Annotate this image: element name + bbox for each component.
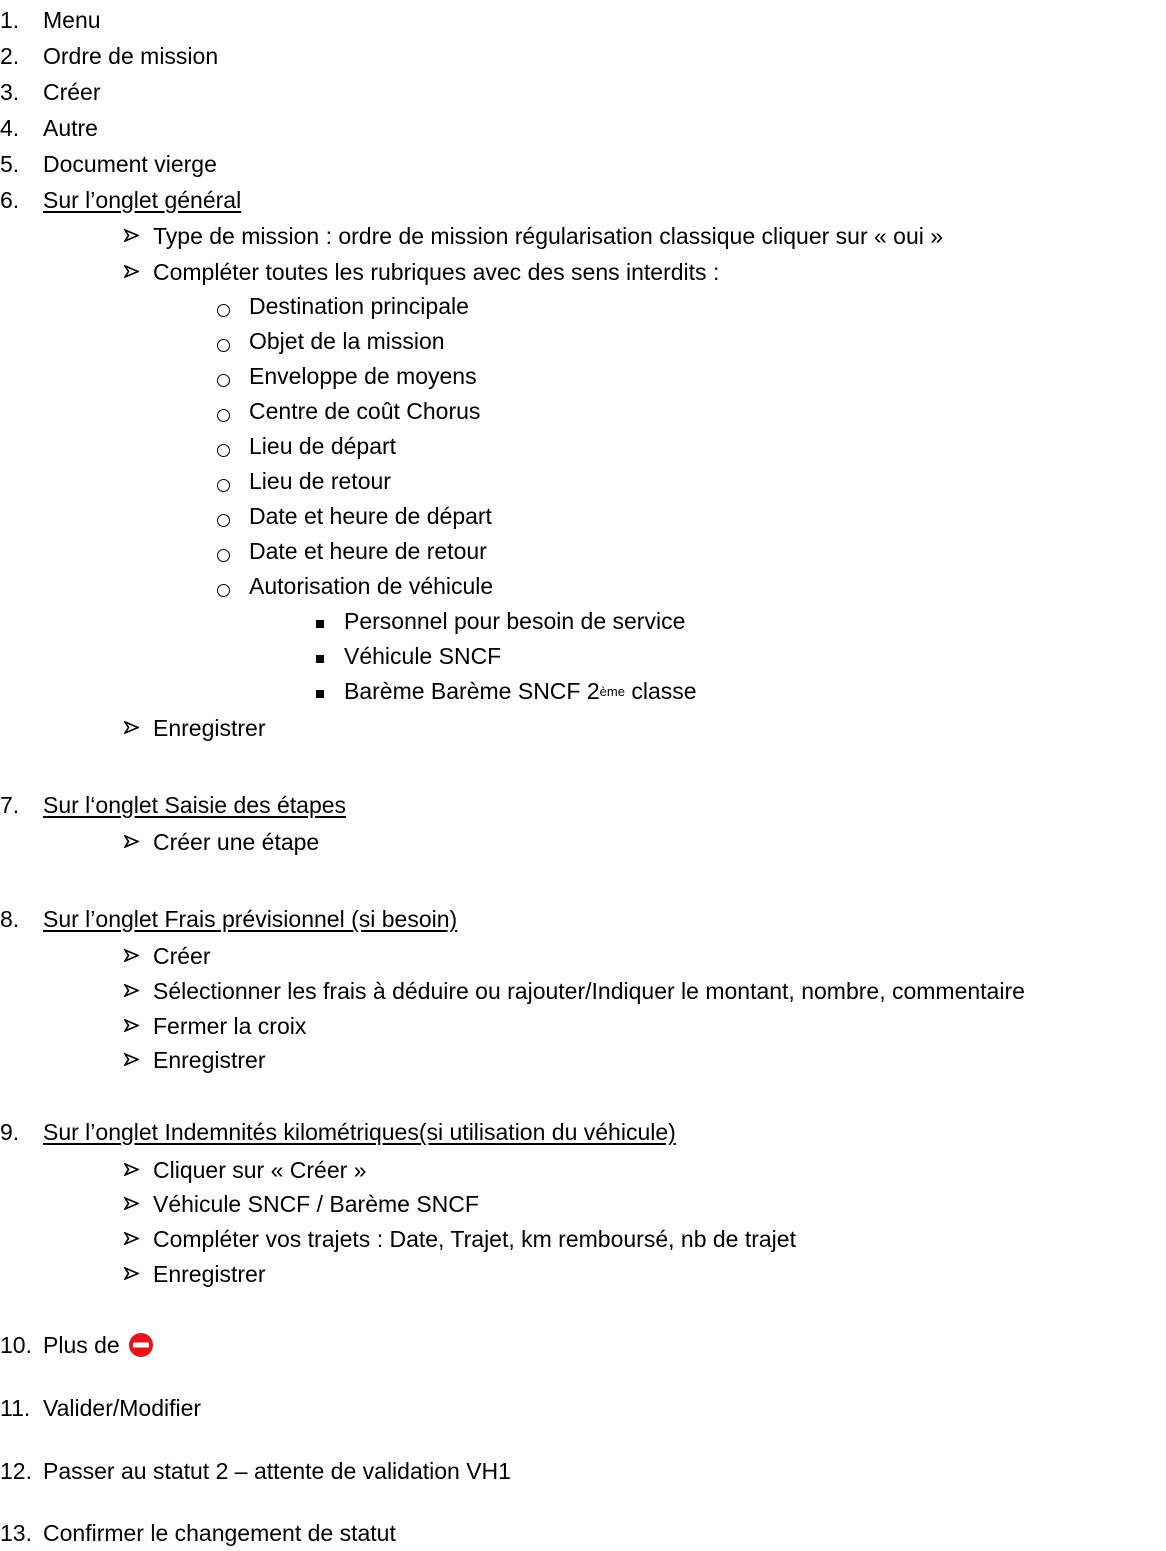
frais-bullet-4: Enregistrer xyxy=(153,1047,266,1073)
circle-bullet-icon xyxy=(217,444,230,457)
step-12 xyxy=(0,1457,511,1485)
bareme-suffix: classe xyxy=(624,678,697,704)
arrow-bullet-icon xyxy=(124,265,139,278)
section-heading-ik: Sur l’onglet Indemnités kilométriques(si utilisation du véhicule) xyxy=(43,1119,676,1145)
ik-bullet-3: Compléter vos trajets : Date, Trajet, km remboursé, nb de trajet xyxy=(153,1226,796,1252)
arrow-bullet-icon xyxy=(124,1197,139,1210)
arrow-bullet-icon xyxy=(124,835,139,848)
vehicle-item: Personnel pour besoin de service xyxy=(344,608,686,634)
circle-bullet-icon xyxy=(217,479,230,492)
section-heading-general: Sur l’onglet général xyxy=(43,187,242,213)
step-number: 12. xyxy=(0,1458,32,1484)
step-7 xyxy=(0,791,347,819)
section-heading-frais: Sur l’onglet Frais prévisionnel (si besoin) xyxy=(43,906,458,932)
step-text: Valider/Modifier xyxy=(43,1395,202,1421)
arrow-bullet-icon xyxy=(124,1053,139,1066)
step-text: Plus de xyxy=(43,1332,120,1358)
arrow-bullet-icon xyxy=(124,1019,139,1032)
arrow-bullet-icon xyxy=(124,229,139,242)
field-item: Centre de coût Chorus xyxy=(249,398,481,424)
ik-bullet-4: Enregistrer xyxy=(153,1261,266,1287)
step-number: 13. xyxy=(0,1520,32,1546)
step-number: 1. xyxy=(0,7,20,33)
bareme-superscript: ème xyxy=(599,684,625,699)
circle-bullet-icon xyxy=(217,549,230,562)
step-number: 8. xyxy=(0,906,20,932)
field-item: Lieu de retour xyxy=(249,468,391,494)
field-item: Objet de la mission xyxy=(249,328,445,354)
section-heading-etapes: Sur l‘onglet Saisie des étapes xyxy=(43,792,347,818)
step-number: 3. xyxy=(0,79,20,105)
frais-bullet-2: Sélectionner les frais à déduire ou rajouter/Indiquer le montant, nombre, commentaire xyxy=(153,978,1025,1004)
square-bullet-icon xyxy=(316,620,324,628)
frais-bullet-1: Créer xyxy=(153,943,211,969)
step-text: Passer au statut 2 – attente de validation VH1 xyxy=(43,1458,511,1484)
vehicle-item: Véhicule SNCF xyxy=(344,643,502,669)
arrow-bullet-icon xyxy=(124,721,139,734)
frais-bullet-3: Fermer la croix xyxy=(153,1013,307,1039)
circle-bullet-icon xyxy=(217,409,230,422)
step-text: Menu xyxy=(43,7,101,33)
field-item: Enveloppe de moyens xyxy=(249,363,477,389)
step-number: 4. xyxy=(0,115,20,141)
step-2 xyxy=(0,42,219,70)
arrow-bullet-icon xyxy=(124,1163,139,1176)
step-number: 5. xyxy=(0,151,20,177)
square-bullet-icon xyxy=(316,690,324,698)
arrow-bullet-icon xyxy=(124,984,139,997)
field-item: Destination principale xyxy=(249,293,469,319)
arrow-bullet-icon xyxy=(124,1267,139,1280)
arrow-bullet-icon xyxy=(124,949,139,962)
general-bullet-3: Enregistrer xyxy=(153,715,266,741)
step-text: Ordre de mission xyxy=(43,43,219,69)
step-10 xyxy=(0,1331,120,1359)
circle-bullet-icon xyxy=(217,514,230,527)
field-item: Date et heure de retour xyxy=(249,538,487,564)
step-9 xyxy=(0,1118,676,1146)
field-item: Lieu de départ xyxy=(249,433,397,459)
step-11 xyxy=(0,1394,202,1422)
circle-bullet-icon xyxy=(217,374,230,387)
step-number: 10. xyxy=(0,1332,32,1358)
step-text-with-icon xyxy=(43,1331,154,1360)
bareme-text: Barème Barème SNCF 2 xyxy=(344,678,600,704)
step-5 xyxy=(0,150,217,178)
step-6 xyxy=(0,186,242,214)
step-text: Autre xyxy=(43,115,98,141)
square-bullet-icon xyxy=(316,655,324,663)
step-1 xyxy=(0,6,101,34)
step-4 xyxy=(0,114,98,142)
circle-bullet-icon xyxy=(217,339,230,352)
step-text: Créer xyxy=(43,79,101,105)
field-item: Date et heure de départ xyxy=(249,503,492,529)
step-number: 6. xyxy=(0,187,20,213)
step-13 xyxy=(0,1519,396,1547)
step-text: Confirmer le changement de statut xyxy=(43,1520,396,1546)
etapes-bullet-1: Créer une étape xyxy=(153,829,320,855)
circle-bullet-icon xyxy=(217,584,230,597)
general-bullet-1: Type de mission : ordre de mission régularisation classique cliquer sur « oui » xyxy=(153,223,944,249)
step-number: 7. xyxy=(0,792,20,818)
circle-bullet-icon xyxy=(217,304,230,317)
field-item: Autorisation de véhicule xyxy=(249,573,494,599)
ik-bullet-2: Véhicule SNCF / Barème SNCF xyxy=(153,1191,479,1217)
vehicle-item-bareme xyxy=(344,677,697,709)
arrow-bullet-icon xyxy=(124,1232,139,1245)
step-number: 2. xyxy=(0,43,20,69)
ik-bullet-1: Cliquer sur « Créer » xyxy=(153,1157,367,1183)
no-entry-icon xyxy=(128,1332,154,1358)
general-bullet-2: Compléter toutes les rubriques avec des sens interdits : xyxy=(153,259,720,285)
step-8 xyxy=(0,905,458,933)
step-3 xyxy=(0,78,101,106)
step-text: Document vierge xyxy=(43,151,217,177)
step-number: 11. xyxy=(0,1395,31,1421)
step-number: 9. xyxy=(0,1119,20,1145)
